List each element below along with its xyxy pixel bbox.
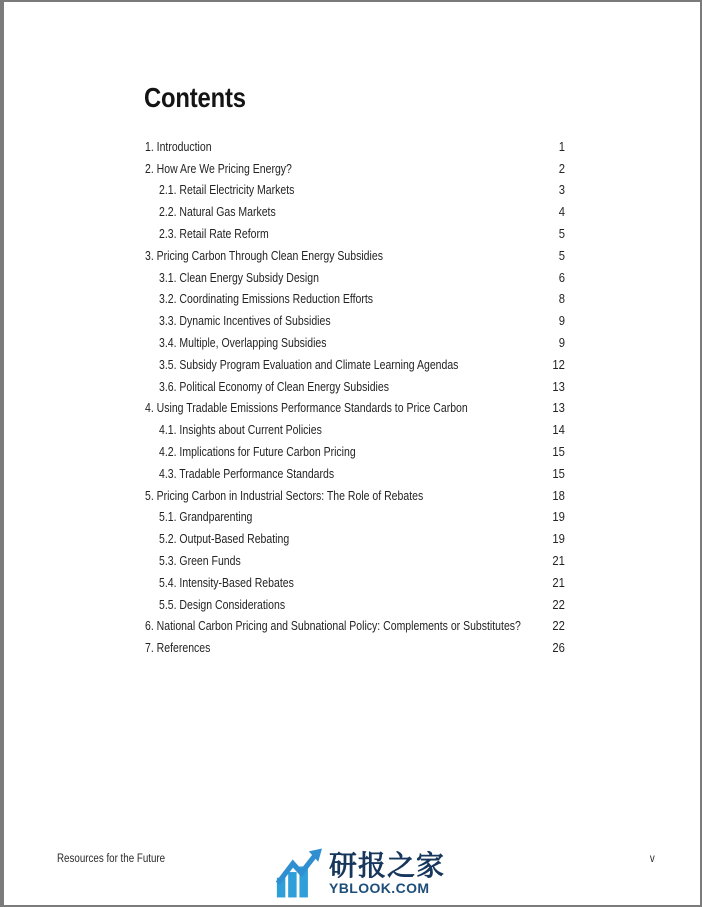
toc-entry-page: 6 xyxy=(558,270,565,285)
toc-entry-page: 26 xyxy=(552,641,565,656)
toc-entry-label: 5.4. Intensity-Based Rebates xyxy=(159,575,294,590)
toc-entry[interactable] xyxy=(145,507,565,529)
toc-entry-page: 13 xyxy=(552,379,565,394)
toc-entry[interactable] xyxy=(145,594,565,616)
toc-entry-page: 19 xyxy=(552,532,565,547)
toc-entry[interactable] xyxy=(145,616,565,638)
toc-entry[interactable] xyxy=(145,136,565,158)
toc-entry[interactable] xyxy=(145,398,565,420)
bar-chart-arrow-icon xyxy=(275,847,322,899)
toc-entry-label: 3.4. Multiple, Overlapping Subsidies xyxy=(159,336,327,351)
toc-entry[interactable] xyxy=(145,376,565,398)
toc-entry[interactable] xyxy=(145,528,565,550)
toc-entry[interactable] xyxy=(145,223,565,245)
toc-entry-label: 3.1. Clean Energy Subsidy Design xyxy=(159,270,319,285)
toc-entry-page: 15 xyxy=(552,445,565,460)
watermark-brand-url: YBLOOK.COM xyxy=(329,880,430,897)
toc-entry-label: 3. Pricing Carbon Through Clean Energy Subsidies xyxy=(145,248,383,263)
toc-entry-page: 5 xyxy=(558,227,565,242)
toc-entry-label: 1. Introduction xyxy=(145,139,212,154)
toc-entry-label: 3.3. Dynamic Incentives of Subsidies xyxy=(159,314,331,329)
toc-entry[interactable] xyxy=(145,550,565,572)
toc-entry-page: 21 xyxy=(552,554,565,569)
toc-entry[interactable] xyxy=(145,158,565,180)
toc-entry-page: 12 xyxy=(552,357,565,372)
toc-entry-label: 5.2. Output-Based Rebating xyxy=(159,532,290,547)
toc-entry-page: 14 xyxy=(552,423,565,438)
toc-entry[interactable] xyxy=(145,485,565,507)
toc-entry-label: 3.2. Coordinating Emissions Reduction Efforts xyxy=(159,292,374,307)
footer-page-number: v xyxy=(650,853,655,865)
toc-entry-label: 6. National Carbon Pricing and Subnational Policy: Complements or Substitutes? xyxy=(145,619,521,634)
toc-entry-page: 1 xyxy=(558,139,565,154)
toc-entry-label: 4.2. Implications for Future Carbon Pricing xyxy=(159,445,356,460)
toc-entry-page: 22 xyxy=(552,619,565,634)
toc-entry-label: 5.5. Design Considerations xyxy=(159,597,286,612)
toc-entry[interactable] xyxy=(145,245,565,267)
toc-entry[interactable] xyxy=(145,354,565,376)
toc-entry[interactable] xyxy=(145,637,565,659)
toc-entry-label: 5.1. Grandparenting xyxy=(159,510,253,525)
toc-entry[interactable] xyxy=(145,332,565,354)
toc-entry-page: 2 xyxy=(558,161,565,176)
toc-entry[interactable] xyxy=(145,572,565,594)
page-title-text: Contents xyxy=(144,82,246,113)
toc-entry-page: 5 xyxy=(558,248,565,263)
toc-entry-label: 3.5. Subsidy Program Evaluation and Climate Learning Agendas xyxy=(159,357,459,372)
toc-entry-page: 4 xyxy=(558,205,565,220)
toc-entry-label: 7. References xyxy=(145,641,211,656)
toc-entry[interactable] xyxy=(145,310,565,332)
toc-entry-label: 3.6. Political Economy of Clean Energy Subsidies xyxy=(159,379,389,394)
toc-entry-label: 2.2. Natural Gas Markets xyxy=(159,205,276,220)
toc-entry-label: 2. How Are We Pricing Energy? xyxy=(145,161,292,176)
toc-entry-page: 9 xyxy=(558,314,565,329)
toc-entry-label: 5.3. Green Funds xyxy=(159,554,241,569)
watermark-text xyxy=(329,851,445,895)
toc-entry-label: 4. Using Tradable Emissions Performance Standards to Price Carbon xyxy=(145,401,468,416)
toc-entry[interactable] xyxy=(145,463,565,485)
toc-entry-label: 2.1. Retail Electricity Markets xyxy=(159,183,295,198)
toc-entry-label: 4.3. Tradable Performance Standards xyxy=(159,466,335,481)
toc-entry[interactable] xyxy=(145,180,565,202)
toc-entry[interactable] xyxy=(145,441,565,463)
toc-entry-label: 5. Pricing Carbon in Industrial Sectors: The Role of Rebates xyxy=(145,488,424,503)
toc-entry[interactable] xyxy=(145,289,565,311)
toc-entry-page: 9 xyxy=(558,336,565,351)
footer-organization: Resources for the Future xyxy=(57,853,166,865)
toc-entry-page: 22 xyxy=(552,597,565,612)
toc-entry-label: 2.3. Retail Rate Reform xyxy=(159,227,269,242)
table-of-contents xyxy=(145,136,565,659)
toc-entry[interactable] xyxy=(145,201,565,223)
watermark-logo xyxy=(275,847,445,899)
toc-entry-page: 13 xyxy=(552,401,565,416)
toc-entry-page: 21 xyxy=(552,575,565,590)
watermark-brand-name: 研报之家 xyxy=(329,849,446,881)
toc-entry-page: 15 xyxy=(552,466,565,481)
toc-entry-page: 19 xyxy=(552,510,565,525)
toc-entry-label: 4.1. Insights about Current Policies xyxy=(159,423,322,438)
toc-entry-page: 18 xyxy=(552,488,565,503)
toc-entry[interactable] xyxy=(145,419,565,441)
toc-entry-page: 8 xyxy=(558,292,565,307)
toc-entry-page: 3 xyxy=(558,183,565,198)
page-title xyxy=(144,83,264,114)
toc-entry[interactable] xyxy=(145,267,565,289)
